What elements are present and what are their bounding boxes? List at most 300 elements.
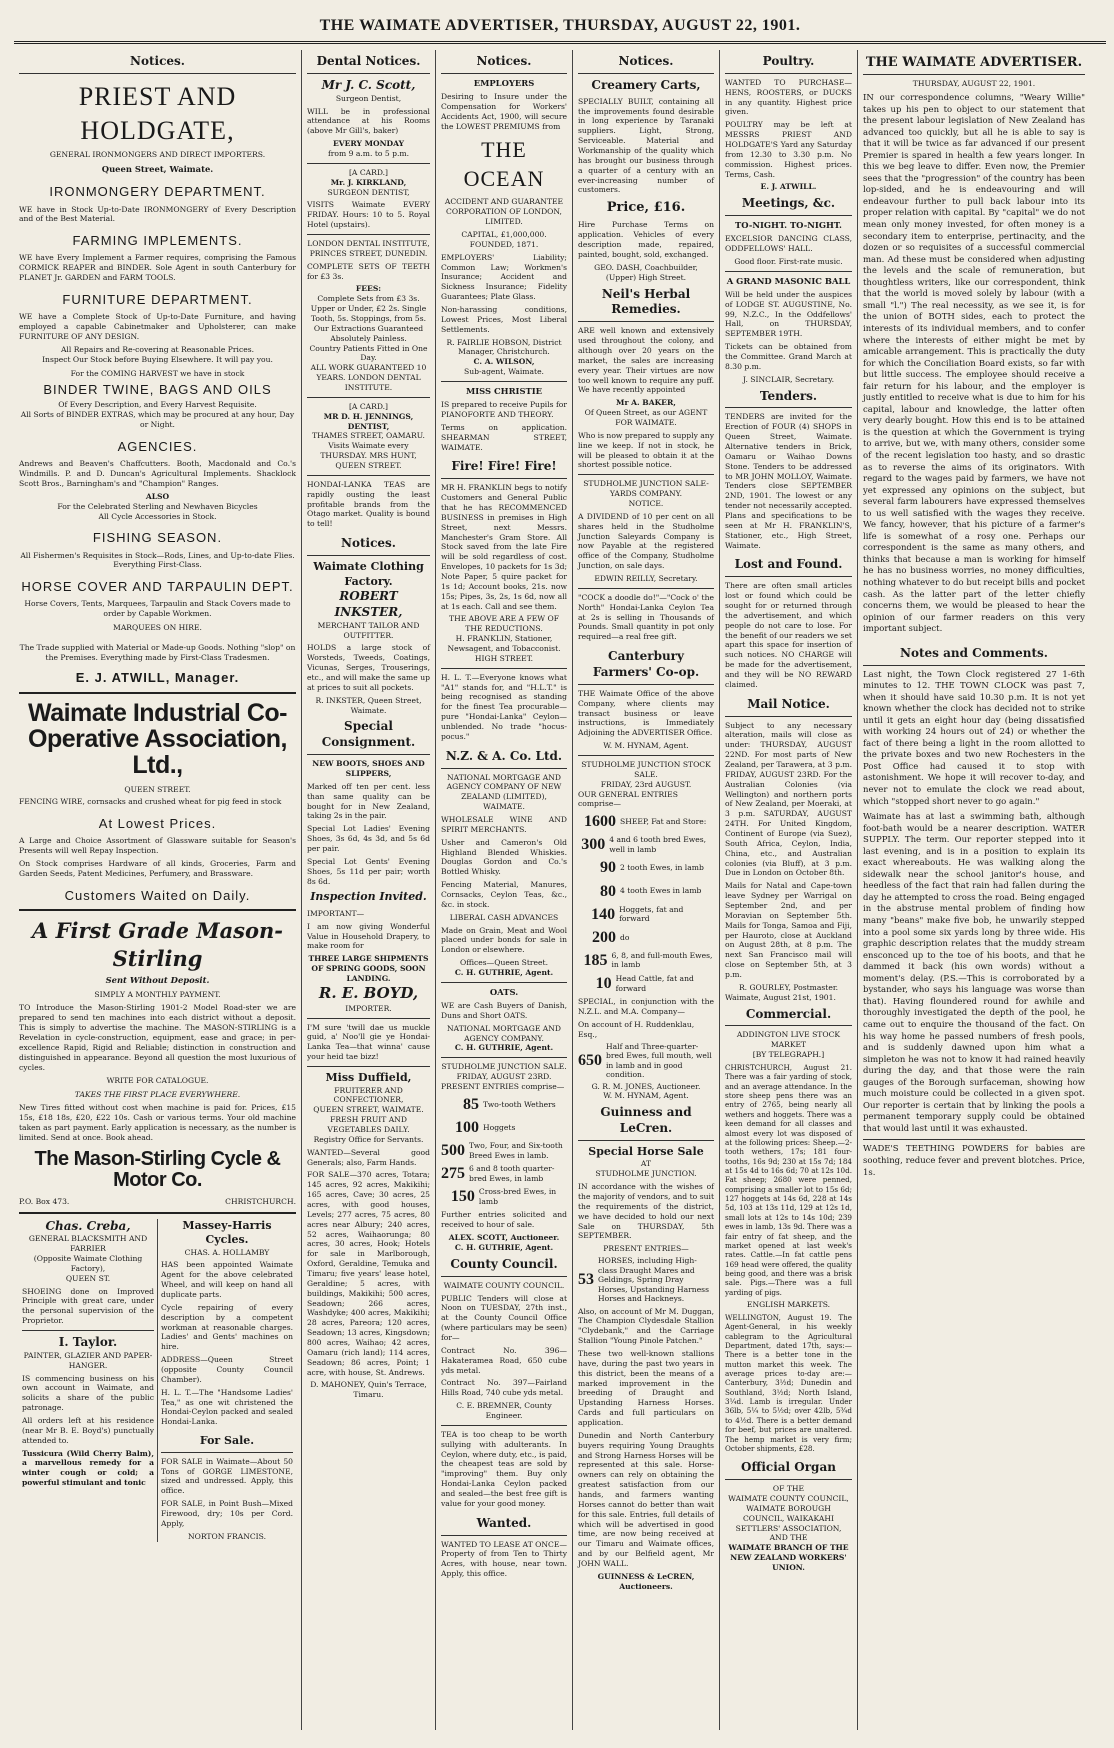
- our-entries: OUR GENERAL ENTRIES comprise—: [578, 789, 678, 809]
- county-heading: County Council.: [441, 1253, 567, 1277]
- importer-label: IMPORTER.: [345, 1003, 392, 1013]
- mail-date: Waimate, August 21st, 1901.: [725, 992, 836, 1002]
- neil-heading: Neil's Herbal Remedies.: [578, 283, 714, 323]
- teeth-text: COMPLETE SETS OF TEETH for £3 3s.: [307, 261, 430, 281]
- editorial-text: IN our correspondence columns, "Weary Willie" takes up his pen to object to our statement that the present labour legislation of New Zealand has advanced too quickly, but all he is able to say is that it will be twice as far advanced if our present Premier is spared in health a few years longer. In this we beg leave to differ. Even now, the Premier sees that the "progression" of the country has been lop-sided, and he is endeavouring and will endeavour further to pull back labour into its proper relation with capital. By "capital" we do not mean only money invested, for often money is a secondary item to enterprise, pertinacity, and the dozen or so requisites of a successful commercial man. Ad these must be considered when adjusting the levels and the scale of remuneration, but thoughtless writers, like our correspondent, think that the world is moved solely by labour (with a small "l.") The real necessity, as we see it, is for the union of BOTH sides, each to protect the interests of its individual members, and to confer where the interests of either might be met by amicable arrangement. This is practically the duty for which the Conciliation Board exists, so far with but little success. The employee should receive a fair return for his labour, and the employer is justly entitled to receive what is due to him for his capital, labour and knowledge, the latter often very dearly bought. How this end is to be attained is the question at which the Government is trying to arrive, but we, with many others, consider some of the recent legislation too hasty, and so drastic as to reverse the aims of its originators. With regard to the wages paid by farmers, we have not yet expressed any opinions on the subject, but several farm labourers have expressed themselves to us well satisfied with the wages they receive. We fancy, however, that his picture of a farmer's life is somewhat of a rosy one. Perhaps our correspondent is the same as many others, and thinks that because a man is working for himself he has no business worries, no money difficulties, nothing whatever to do but receipt bills and pocket cash. As the latter part of the letter chiefly concerns them, we would be pleased to hear the opinion of our farmer readers on this very important subject.: [863, 93, 1085, 635]
- kirkland-name: Mr. J. KIRKLAND,: [330, 177, 407, 187]
- nma-heading: N.Z. & A. Co. Ltd.: [441, 745, 567, 769]
- tickets-text: Tickets can be obtained from the Committee. Grand March at 8.30 p.m.: [725, 342, 852, 371]
- marquees-text: MARQUEES ON HIRE.: [113, 623, 202, 633]
- divider: [441, 982, 567, 983]
- tussicura-text: Tussicura (Wild Cherry Balm), a marvellous remedy for a winter cough or cold; a powerful stimulant and tonic: [22, 1448, 154, 1488]
- stock-text: On Stock comprises Hardware of all kinds, Groceries, Farm and Garden Seeds, Patent Medicines, Perfumery, and Brassware.: [19, 859, 296, 879]
- creba-trade: GENERAL BLACKSMITH AND FARRIER: [28, 1234, 148, 1254]
- contract-2: Contract No. 397—Fairland Hills Road, 740 cube yds metal.: [441, 1378, 567, 1398]
- also-label: ALSO: [145, 491, 170, 501]
- scott-title: Surgeon Dentist,: [335, 93, 402, 103]
- entry-row: [578, 927, 714, 948]
- jennings-name: MR D. H. JENNINGS, DENTIST,: [323, 411, 414, 431]
- country-text: Country Patients Fitted in One Day.: [309, 343, 428, 363]
- mail-text: Subject to any necessary alteration, mails will close as under: THURSDAY, AUGUST 22ND. For most parts of New Zealand, per Tarawera, at 3 p.m. FRIDAY, AUGUST 23RD. For the Australian Colonies (via Wellington) and northern ports of New Zealand, per Moeraki, at 3 p.m. SATURDAY, AUGUST 24TH. For United Kingdom, Continent of Europe (via Suez), South Africa, Ceylon, India, China, etc., and Australian colonies (via Bluff), at 3 p.m. Due in London on October 8th.: [725, 720, 852, 878]
- entry-desc: do: [620, 932, 630, 942]
- and-the: AND THE: [769, 1533, 808, 1543]
- nonharass-text: Non-harassing conditions, Lowest Prices, Most Liberal Settlements.: [441, 305, 567, 334]
- important-label: IMPORTANT—: [307, 908, 365, 918]
- scott-sig: ALEX. SCOTT, Auctioneer.: [448, 1233, 560, 1243]
- cycle-acc-text: All Cycle Accessories in Stock.: [98, 511, 217, 521]
- duggan-text: Also, on account of Mr M. Duggan, The Champion Clydesdale Stallion "Clydebank," and the Carriage Stallion "Young Pinole Patchen.": [578, 1306, 714, 1346]
- entry-desc: Two-tooth Wethers: [483, 1099, 556, 1109]
- binder-sub: Of Every Description, and Every Harvest Requisite.: [58, 400, 257, 410]
- notice-label: NOTICE.: [628, 498, 664, 508]
- special-heading: Special Consignment.: [307, 715, 430, 755]
- ironmongery-text: WE have in Stock Up-to-Date IRONMONGERY of Every Description and of the Best Material.: [19, 204, 296, 224]
- horse-cover-text: Horse Covers, Tents, Marquees, Tarpaulin and Stack Covers made to order by Capable Workmen.: [24, 599, 291, 619]
- mason-sub: Sent Without Deposit.: [105, 974, 210, 985]
- column-5: [720, 50, 858, 1730]
- franklin-text: MR H. FRANKLIN begs to notify Customers and General Public that he has RECOMMENCED BUSINESS in premises in High Street, next Messrs. Manchester's Gram Store. All Stock saved from the late Fire will be sold regardless of cost. Envelopes, 10 packets for 1s 3d; Note Paper, 5 quire packet for 1s 1d; Account books, 21s. now 15s; Pipes, 3s, 2s, 1s 6d, now all at 1s each. Call and see them.: [441, 483, 567, 611]
- liberal-text: Made on Grain, Meat and Wool placed under bonds for sale in London or elsewhere.: [441, 925, 567, 955]
- agencies-text: Andrews and Beaven's Chaffcutters. Booth, Macdonald and Co.'s Windmills. P. and D. Duncan's Agricultural Implements. Shacklock Scott Bros., Barningham's and "Champion" Ranges.: [19, 459, 296, 488]
- present-entries: PRESENT ENTRIES comprise—: [441, 1082, 565, 1091]
- for-sale-heading: For Sale.: [161, 1430, 293, 1453]
- entry-desc: Head Cattle, fat and forward: [615, 974, 694, 993]
- hondai-text: HONDAI-LANKA TEAS are rapidly ousting the least profitable brands from the Otago market. Quality is bound to tell!: [307, 479, 430, 529]
- market-text: CHRISTCHURCH, August 21. There was a fair yarding of stock, and an average attendance. In the store sheep pens there was an entry of 2765, being nearly all wethers and hoggets. There was a keen demand for all classes and almost every lot was disposed of at the following prices: Sheep.—2-tooth wethers, 17s; 181 four-tooths, 16s 9d; 230 at 15s 7d; 184 at 15s 4d to 16s 6d; 70 at 12s 10d. Fat sheep; 2680 were penned, comprising a smaller lot to 15s 6d; 127 hoggets at 14s 6d, 228 at 14s 5d, 103 at 13s 11d, 129 at 12s 1d, small lots at 12s to 14s 10d; 239 ewes in lamb, 13s 9d. There was a fair entry of fat sheep, and the market opened at last week's rates. Cattle.—In fat cattle pens 169 head were offered, the quality being good, and there was a brisk sale. Pigs.—There was a full yarding of pigs.: [725, 1063, 852, 1297]
- divider: [307, 234, 430, 235]
- divider: [863, 1139, 1085, 1140]
- further-text: Further entries solicited and received to hour of sale.: [441, 1210, 567, 1230]
- wilson-name: C. A. WILSON,: [473, 357, 535, 367]
- farmers-heading: Canterbury Farmers' Co-op.: [578, 645, 714, 685]
- wanted-generals: WANTED—Several good Generals; also, Farm Hands.: [307, 1147, 430, 1167]
- masthead-title: THE WAIMATE ADVERTISER, THURSDAY, AUGUST 22, 1901.: [319, 16, 801, 34]
- hollamby-name: CHAS. A. HOLLAMBY: [184, 1247, 270, 1257]
- manures-text: Fencing Material, Manures, Cornsacks, Ceylon Teas, &c., &c. in stock.: [441, 880, 567, 909]
- ocean-title: THE OCEAN: [463, 137, 545, 192]
- tenders5-text: TENDERS are invited for the Erection of FOUR (4) SHOPS in Queen Street, Waimate. Alternative tenders in Brick, Oamaru or Waihao Downs Stone. Tenders to be addressed to MR JOHN MOLLOY, Waimate. Tenders close SEPTEMBER 2ND, 1901. The lowest or any tender not necessarily accepted. Plans and specifications to be seen at Mr H. FRANKLIN'S, Stationer, etc., High Street, Waimate.: [725, 412, 852, 550]
- ocean-sub: ACCIDENT AND GUARANTEE CORPORATION OF LONDON, LIMITED.: [444, 197, 564, 227]
- notices3-heading: Notices.: [441, 50, 567, 74]
- boots-heading: NEW BOOTS, SHOES AND SLIPPERS,: [312, 759, 425, 778]
- contract-1: Contract No. 396—Hakateramea Road, 650 cube yds metal.: [441, 1345, 567, 1375]
- commercial-heading: Commercial.: [725, 1003, 852, 1027]
- sinclair-sig: J. SINCLAIR, Secretary.: [743, 374, 834, 384]
- editorial-masthead: THE WAIMATE ADVERTISER.: [863, 50, 1085, 75]
- entry-count: 10: [595, 975, 612, 993]
- entry-row: [441, 1186, 567, 1207]
- stock-entries: [578, 811, 714, 994]
- notices4-heading: Notices.: [578, 50, 714, 74]
- nma2-text: NATIONAL MORTGAGE AND AGENCY COMPANY.: [446, 1023, 562, 1043]
- scott-hours: from 9 a.m. to 5 p.m.: [327, 148, 409, 158]
- guarantee-text: ALL WORK GUARANTEED 10 YEARS. LONDON DENTAL INSTITUTE.: [310, 363, 427, 392]
- studholme-sale: STUDHOLME JUNCTION SALE.: [441, 1062, 567, 1072]
- gents-shoes: Special Lot Gents' Evening Shoes, 5s 11d per pair; worth 8s 6d.: [307, 856, 430, 886]
- entry-count: 90: [600, 859, 616, 877]
- divider: [578, 474, 714, 475]
- oats-text: WE are Cash Buyers of Danish, Duns and Short OATS.: [441, 1000, 567, 1020]
- entry-row: [441, 1117, 567, 1138]
- special-text: SPECIAL, in conjunction with the N.Z.L. and M.A. Company—: [578, 997, 714, 1016]
- mason-address: [19, 1197, 296, 1207]
- liability-text: EMPLOYERS' Liability; Common Law; Workmen's Insurance; Accident and Sickness Insurance; Fidelity Guarantees; Plate Glass.: [441, 252, 567, 302]
- repairs-text: All Repairs and Re-covering at Reasonable Prices.: [60, 344, 255, 354]
- entry-desc: Cross-bred Ewes, in lamb: [478, 1187, 557, 1206]
- monthly-text: SIMPLY A MONTHLY PAYMENT.: [94, 989, 221, 999]
- horse-more: These two well-known stallions have, during the past two years in this district, been the means of a marked improvement in the breeding of Draught and Upstanding Harness Horses. Cards and full particulars on application.: [578, 1348, 714, 1427]
- cock-text: "COCK a doodle do!"—"Cock o' the North" Hondai-Lanka Ceylon Tea at 2s is selling in Thousands of Pounds. Small quantity in pot only required—a real free gift.: [578, 592, 714, 642]
- creba-text: SHOEING done on Improved Principle with great care, under the personal supervision of the Proprietor.: [22, 1286, 154, 1326]
- london-dental: LONDON DENTAL INSTITUTE,: [307, 238, 430, 248]
- poultry-text: WANTED TO PURCHASE—HENS, ROOSTERS, or DUCKS in any quantity. Highest price given.: [725, 77, 852, 117]
- entry-count: 100: [455, 1118, 479, 1136]
- creba-street: QUEEN ST.: [65, 1273, 111, 1283]
- mason-heading: A First Grade Mason-Stirling: [31, 918, 283, 971]
- horse-more2: Dunedin and North Canterbury buyers requiring Young Draughts and Strong Harness Horses will be represented at this sale. Horse-owners can rely on obtaining the greatest satisfaction from our hands, and farmers wanting Horses cannot do better than wait for this sale. Entries, full details of which will be advertised in good time, are now being received at our Timaru and Waimate offices, and by our Belfield agent, Mr JOHN WALL.: [578, 1430, 714, 1569]
- scott-name: Mr J. C. Scott,: [321, 77, 416, 92]
- entry-count: 150: [450, 1188, 475, 1206]
- capital-text: CAPITAL, £1,000,000. FOUNDED, 1871.: [461, 230, 547, 249]
- coop-street: QUEEN STREET.: [124, 784, 191, 794]
- above-text: THE ABOVE ARE A FEW OF THE REDUCTIONS.: [449, 614, 559, 634]
- entry-desc: 6, 8, and full-mouth Ewes, in lamb: [611, 950, 713, 970]
- mason-text: TO Introduce the Mason-Stirling 1901-2 Model Road-ster we are prepared to send ten machines into each district without a deposit. This is simply to advertise the machine. The MASON-STIRLING is a Revelation in cycle-construction, equipment, ease and grace; in per-excellence Rapid, Rigid and Reliable; distinction in construction and distinguished in appearance. Beyond all question the most luxurious of cycles.: [19, 1003, 296, 1072]
- kirkland-title: SURGEON DENTIST,: [327, 187, 410, 197]
- card-label: [A CARD.]: [348, 167, 389, 177]
- horse-text: IN accordance with the wishes of the majority of vendors, and to suit the requirements of the district, we have decided to hold our next Sale on THURSDAY, 5th SEPTEMBER.: [578, 1182, 714, 1241]
- bicycles-text: For the Celebrated Sterling and Newhaven Bicycles: [57, 501, 258, 511]
- entry-count: 85: [463, 1095, 479, 1113]
- inspect-text: Inspect Our Stock before Buying Elsewhere. It will pay you.: [42, 354, 273, 364]
- duffield-title: FRUITERER AND CONFECTIONER,: [333, 1085, 404, 1105]
- firm-subtitle: GENERAL IRONMONGERS AND DIRECT IMPORTERS.: [49, 150, 266, 160]
- kirkland-text: VISITS Waimate EVERY FRIDAY. Hours: 10 to 5. Royal Hotel (upstairs).: [307, 200, 430, 230]
- sale-limestone: FOR SALE in Waimate—About 50 Tons of GORGE LIMESTONE, sized and undressed. Apply, this office.: [161, 1456, 293, 1496]
- guthrie2-sig: C. H. GUTHRIE, Agent.: [454, 1043, 554, 1053]
- land-sale-text: FOR SALE—370 acres, Totara; 145 acres, 92 acres, Makikihi; 165 acres, Cave; 30 acres, 25 acres, with good houses, Levels; 277 acres, 75 acres, 80 acres near Albury; 240 acres, 52 acres, Waihaorunga; 80 acres, 30 acres, Hook; Hotels for sale in Marlborough, Oxford, Geraldine, Temuka and Timaru; five years' lease hotel, Geraldine; 5 acres, with buildings, Makikihi; 500 acres, Seadown; 266 acres, Washdyke; 400 acres, Makikihi; 28 acres, Pareora; 120 acres, Seadown; 13 acres, Kingsdown; 800 acres, Waihao; 42 acres, Oamaru (rich land); 114 acres, Seadown; 86 acres, Point; 1 acre, with house, St. Andrews.: [307, 1170, 430, 1377]
- ironmongery-heading: IRONMONGERY DEPARTMENT.: [49, 184, 266, 200]
- furniture-text: WE have a Complete Stock of Up-to-Date Furniture, and having employed a capable Cabinetmaker and Upholsterer, can make FURNITURE OF ANY DESIGN.: [19, 312, 296, 341]
- entry-desc: Two, Four, and Six-tooth Breed Ewes in lamb.: [469, 1141, 563, 1160]
- hollamby-text: HAS been appointed Waimate Agent for the above celebrated Wheel, and will keep on hand all duplicate parts.: [161, 1260, 293, 1299]
- at-label: AT: [640, 1159, 652, 1169]
- inkster-text: HOLDS a large stock of Worsteds, Tweeds, Coatings, Vicunas, Serges, Trouserings, etc., and will make the same up at prices to suit all pockets.: [307, 643, 430, 692]
- taylor-name: I. Taylor.: [58, 1335, 118, 1350]
- gourley-sig: R. GOURLEY, Postmaster.: [738, 982, 839, 992]
- creba-ad: [19, 1219, 158, 1542]
- wade-text: WADE'S TEETHING POWDERS for babies are soothing, reduce fever and prevent blotches. Price, 1s.: [863, 1144, 1085, 1178]
- newspaper-page: [14, 10, 1106, 1740]
- christie-terms: Terms on application. SHEARMAN STREET, WAIMATE.: [441, 422, 567, 452]
- workers-union: WAIMATE BRANCH OF THE NEW ZEALAND WORKERS' UNION.: [728, 1543, 849, 1572]
- tonight-text: TO-NIGHT. TO-NIGHT.: [735, 220, 842, 231]
- fees-label: FEES:: [355, 284, 382, 294]
- fire-heading: Fire! Fire! Fire!: [441, 455, 567, 479]
- entry-desc: SHEEP, Fat and Store:: [620, 817, 707, 827]
- fishing-heading: FISHING SEASON.: [92, 530, 223, 546]
- bremner-sig: C. E. BREMNER, County Engineer.: [456, 1401, 552, 1420]
- column-1: [14, 50, 302, 1730]
- entry-count: 140: [591, 905, 616, 923]
- scott-days: EVERY MONDAY: [332, 139, 405, 149]
- hynam-sig: W. M. HYNAM, Agent.: [603, 741, 689, 751]
- telegraph-label: [BY TELEGRAPH.]: [752, 1050, 825, 1060]
- excelsior-text: EXCELSIOR DANCING CLASS, ODDFELLOWS' HALL.: [725, 234, 852, 254]
- binder-extras: All Sorts of BINDER EXTRAS, which may be procured at any hour, Day or Night.: [20, 410, 295, 430]
- divider: [578, 755, 714, 756]
- hynam2-sig: W. M. HYNAM, Agent.: [603, 1091, 689, 1101]
- poultry-more: POULTRY may be left at MESSRS PRIEST AND HOLDGATE'S Yard any Saturday from 12.30 to 3.30 p.m. No commission. Highest prices. Terms, Cash.: [725, 120, 852, 179]
- addington-heading: ADDINGTON LIVE STOCK MARKET: [736, 1030, 841, 1050]
- entry-count: 300: [581, 836, 606, 854]
- organs-list: WAIMATE COUNTY COUNCIL, WAIMATE BOROUGH COUNCIL, WAIKAKAHI SETTLERS' ASSOCIATION,: [728, 1493, 849, 1533]
- entry-desc: Hoggets: [483, 1122, 516, 1132]
- waimate-bath-text: Waimate has at last a swimming bath, although foot-bath would be a nearer description. WATER SUPPLY. The term. Our reporter stepped into it last evening, and is in a position to explain its exact whereabouts. He was walking along the sidewalk near the school janitor's house, and heedless of the fact that rain had fallen during the day he attempted to cross the road. Being engaged in the abstruse mental problem of finding how many "beans" make five bob, he unwarily stepped into a pool some six yards long by three wide. His graphic description relates that the muddy stream ensconced up to the toe of his boots, and that he dammed it back (his own words) without a moment's delay. (P.S.—This is corroborated by a bystander, who says his language was worse than that). Having floundered round for awhile and thoroughly investigated the depth of the pool, he came out to enquire the thousand of the fact. On his way home he passed numbers of fresh pools, and is suddenly dawned upon him what a simpleton he was not to know it had rained heavily during the day, and that those were the rain gauges of the Borough surfaceman, showing how much moisture could be collected in a given spot. Our reporter is certain that by linking the pools a permanent temporary supply could be obtained that would last until it was exhausted.: [863, 812, 1085, 1134]
- columns: [14, 50, 1106, 1730]
- divider: [307, 475, 430, 476]
- column-3: [436, 50, 573, 1730]
- neil-text: ARE well known and extensively used throughout the colony, and although over 20 years on the market, the sales are increasing every year. Their virtues are now too well known to require any puff. We have recently appointed: [578, 326, 714, 395]
- reilly-sig: EDWIN REILLY, Secretary.: [594, 573, 698, 583]
- creba-opp: (Opposite Waimate Clothing Factory),: [33, 1254, 143, 1273]
- divider: [19, 692, 296, 694]
- wilson-sub: Sub-agent, Waimate.: [464, 367, 544, 377]
- divider: [441, 1057, 567, 1058]
- column-4: [573, 50, 720, 1730]
- farming-text: WE have Every Implement a Farmer requires, comprising the Famous CORMICK REAPER and BINDER. Sole Agent in south Canterbury for PLANET Jr. GARDEN and FARM TOOLS.: [19, 253, 296, 283]
- tires-text: New Tires fitted without cost when machine is paid for. Prices, £15 15s, £18 18s, £20, £22 10s. Cash or various terms. Your old machine taken as part payment. Early application is necessary, as the number is limited. Send at once. Book ahead.: [19, 1103, 296, 1142]
- editorial-date: THURSDAY, AUGUST 22, 1901.: [912, 79, 1036, 89]
- entry-desc: Half and Three-quarter-bred Ewes, full mouth, well in lamb and in good condition.: [606, 1041, 712, 1080]
- trade-text: The Trade supplied with Material or Made-up Goods. Nothing "slop" on the Premises. Everything made by First-Class Tradesmen.: [19, 642, 296, 662]
- entry-count: 185: [583, 951, 608, 969]
- boyd-name: R. E. BOYD,: [318, 983, 419, 1002]
- manager-name: E. J. ATWILL, Manager.: [75, 669, 240, 685]
- divider: [441, 668, 567, 669]
- lt2-text: H. L. T.—Everyone knows what "A1" stands for, and "H.L.T." is being recognised as standing for the finest Tea procurable—pure "Hondai-Lanka" Ceylon—unblended. No trade "hocus-pocus.": [441, 672, 567, 741]
- coop-title: Waimate Industrial Co-Operative Association, Ltd.,: [28, 698, 287, 780]
- entry-row: [441, 1094, 567, 1115]
- friday-date: FRIDAY, AUGUST 23RD.: [456, 1072, 552, 1082]
- wanted-lease: WANTED TO LEASE AT ONCE—Property of from Ten to Thirty Acres, with house, near town. Apply, this office.: [441, 1539, 567, 1579]
- entry-desc: 4 tooth Ewes in lamb: [620, 886, 702, 896]
- present-entries-4: PRESENT ENTRIES—: [603, 1244, 689, 1254]
- employers-heading: EMPLOYERS: [473, 77, 535, 88]
- entry-row: [578, 904, 714, 925]
- entry-count: 650: [578, 1051, 602, 1069]
- entry-650: [578, 1042, 714, 1080]
- tenders-text: PUBLIC Tenders will close at Noon on TUESDAY, 27th inst., at the County Council Office (where particulars may be seen) for—: [441, 1293, 567, 1342]
- divider: [19, 1212, 296, 1214]
- po-box: P.O. Box 473.: [19, 1196, 70, 1206]
- lost-heading: Lost and Found.: [725, 553, 852, 577]
- baker-sub: Of Queen Street, as our AGENT FOR WAIMATE.: [584, 408, 708, 427]
- notices-heading: Notices.: [19, 50, 296, 74]
- hobson-sig: R. FAIRLIE HOBSON, District Manager, Christchurch.: [446, 337, 562, 357]
- inspection-text: Inspection Invited.: [310, 890, 427, 904]
- entry-53: [578, 1256, 714, 1303]
- fencing-text: FENCING WIRE, cornsacks and crushed wheat for pig feed in stock: [19, 797, 282, 807]
- entry-count: 200: [592, 928, 616, 946]
- baker-text: Who is now prepared to supply any line we keep. If not in stock, he will be pleased to obtain it at the shortest possible notice.: [578, 430, 714, 470]
- divider: [22, 1330, 154, 1331]
- mahoney-sig: D. MAHONEY, Quin's Terrace, Timaru.: [310, 1380, 427, 1400]
- dental-heading: Dental Notices.: [307, 50, 430, 74]
- christie-text: IS prepared to receive Pupils for PIANOFORTE AND THEORY.: [441, 400, 567, 419]
- divider: [441, 1425, 567, 1426]
- studholme-entries: [441, 1094, 567, 1208]
- important-text: I am now giving Wonderful Value in Household Drapery, to make room for: [307, 921, 430, 951]
- entry-row: [441, 1140, 567, 1161]
- fruit-text: FRESH FRUIT AND VEGETABLES DAILY.: [327, 1115, 410, 1134]
- shipments-text: THREE LARGE SHIPMENTS OF SPRING GOODS, SOON LANDING.: [308, 954, 429, 984]
- column-2: [302, 50, 436, 1730]
- farming-heading: FARMING IMPLEMENTS.: [72, 233, 243, 249]
- entry-row: [441, 1163, 567, 1184]
- entry-desc: 6 and 8 tooth quarter-bred Ewes, in lamb: [469, 1164, 555, 1183]
- account-text: On account of H. Ruddenklau, Esq.,: [578, 1019, 695, 1039]
- divider: [725, 271, 852, 272]
- lt-text: H. L. T.—The "Handsome Ladies' Tea," as one wit christened the Hondai-Ceylon packed and sealed Hondai-Lanka.: [161, 1387, 293, 1427]
- lowest-prices: At Lowest Prices.: [98, 816, 217, 832]
- massey-ad: [158, 1219, 296, 1542]
- divider: [307, 397, 430, 398]
- nma-sub: NATIONAL MORTGAGE AND AGENCY COMPANY OF NEW ZEALAND (LIMITED), WAIMATE.: [446, 772, 562, 812]
- glassware-text: A Large and Choice Assortment of Glassware suitable for Season's Presents will well Repay Inspection.: [19, 836, 296, 856]
- meetings-heading: Meetings, &c.: [725, 192, 852, 216]
- fishing-text: All Fishermen's Requisites in Stock—Rods, Lines, and Up-to-date Flies. Everything First-Class.: [20, 550, 295, 570]
- friday-date-4: FRIDAY, 23rd AUGUST.: [600, 779, 692, 789]
- fees-text: Complete Sets from £3 3s. Upper or Under, £2 2s. Single Tooth, 5s. Stoppings, from 5s.: [310, 294, 427, 323]
- dash-sig: GEO. DASH, Coachbuilder, (Upper) High Street.: [594, 262, 698, 282]
- duffield-street: QUEEN STREET, WAIMATE.: [313, 1105, 424, 1115]
- gl-sig: GUINNESS & LeCREN, Auctioneers.: [597, 1571, 695, 1591]
- taylor-orders: All orders left at his residence (near Mr B. E. Boyd's) punctually attended to.: [22, 1416, 154, 1445]
- massey-title: Massey-Harris Cycles.: [182, 1218, 272, 1247]
- priest-holdgate-title: PRIEST AND HOLDGATE,: [78, 81, 237, 146]
- carts-text: SPECIALLY BUILT, containing all the improvements found desirable in long experience by Taranaki suppliers. Light, Strong, Serviceable. Material and Workmanship of the quality which has brought our business through a quarter of a century with an ever-increasing number of customers.: [578, 96, 714, 195]
- entry-count: 275: [441, 1165, 465, 1183]
- duffield-name: Miss Duffield,: [325, 1071, 412, 1085]
- taylor-trade: PAINTER, GLAZIER AND PAPER-HANGER.: [23, 1350, 153, 1370]
- yards-heading: STUDHOLME JUNCTION SALE-YARDS COMPANY.: [583, 479, 709, 499]
- mason-co-title: The Mason-Stirling Cycle & Motor Co.: [34, 1147, 281, 1191]
- entry-desc: HORSES, including High-class Draught Mares and Geldings, Spring Dray Horses, Upstanding Harness Horses and Hackneys.: [598, 1256, 709, 1304]
- mail-heading: Mail Notice.: [725, 693, 852, 717]
- notes-heading: Notes and Comments.: [863, 642, 1085, 666]
- boots-text: Marked off ten per cent. less than same quality can be bought for in New Zealand, taking 2s in the pair.: [307, 781, 430, 821]
- horse-cover-heading: HORSE COVER AND TARPAULIN DEPT.: [21, 579, 294, 595]
- binder-heading: BINDER TWINE, BAGS AND OILS: [43, 382, 272, 398]
- entry-count: 80: [600, 882, 616, 900]
- good-floor: Good floor. First-rate music.: [734, 256, 843, 266]
- princes-street: PRINCES STREET, DUNEDIN.: [309, 248, 428, 258]
- poultry-heading: Poultry.: [725, 50, 852, 74]
- divider: [19, 909, 296, 911]
- english-text: WELLINGTON, August 19. The Agent-General, in his weekly cablegram to the Agricultural Department, dated 17th, says:—There is a better tone in the mutton market this week. The average prices to-day are:—Canterbury, 3½d; Dunedin and Southland, 3½d; North Island, 3¼d. Lamb is irregular. Under 36lb, 5¼ to 5½d; over 42lb, 5¾d to 4½d. There is a better demand for beef, but prices are unaltered. The hemp market is very firm; October shipments, £28.: [725, 1312, 852, 1453]
- price-text: Hire Purchase Terms on application. Vehicles of every description made, repaired, painted, bought, sold, exchanged.: [578, 220, 714, 259]
- entry-count: 1600: [584, 813, 616, 831]
- guthrie-sig: C. H. GUTHRIE, Agent.: [454, 968, 554, 978]
- waimate-cc: WAIMATE COUNTY COUNCIL.: [443, 1280, 565, 1290]
- entry-row: [578, 834, 714, 855]
- entry-row: [578, 881, 714, 902]
- baker-name: Mr A. BAKER,: [616, 398, 676, 408]
- hollamby-address: ADDRESS—Queen Street (opposite County Council Chamber).: [161, 1355, 293, 1384]
- dividend-text: A DIVIDEND of 10 per cent on all shares held in the Studholme Junction Saleyards Company is now Payable at the registered office of the Company, Studholme Junction, on sale days.: [578, 511, 714, 571]
- christie-name: MISS CHRISTIE: [465, 386, 543, 397]
- inkster-title: MERCHANT TAILOR AND OUTFITTER.: [317, 620, 420, 640]
- farmers-text: THE Waimate Office of the above Company, where clients may transact business or leave instructions, is Immediately Adjoining the ADVERTISER Office.: [578, 688, 714, 738]
- extractions-text: Our Extractions Guaranteed Absolutely Painless.: [313, 323, 424, 343]
- entry-count: 500: [441, 1142, 465, 1160]
- taylor-text: IS commencing business on his own account in Waimate, and solicits a share of the public patronage.: [22, 1373, 154, 1413]
- liberal-heading: LIBERAL CASH ADVANCES: [449, 912, 559, 922]
- inkster-name: ROBERT INKSTER,: [334, 589, 403, 619]
- wanted-heading: Wanted.: [441, 1512, 567, 1536]
- masthead: [14, 10, 1106, 44]
- divider: [307, 1066, 430, 1067]
- catalogue-text: WRITE FOR CATALOGUE.: [106, 1076, 209, 1086]
- scott-text: WILL be in professional attendance at his Rooms (above Mr Gill's, baker): [307, 106, 430, 136]
- bottom-ads: [19, 1219, 296, 1542]
- jones-sig: G. R. M. JONES, Auctioneer.: [591, 1081, 701, 1091]
- creba-name: Chas. Creba,: [45, 1218, 131, 1233]
- divider: [307, 1018, 430, 1019]
- stock-sale-heading: STUDHOLME JUNCTION STOCK SALE.: [581, 759, 711, 779]
- whisky-text: Usher and Cameron's Old Highland Blended Whiskies. Douglas Gordon and Co.'s Bottled Whisky.: [441, 837, 567, 877]
- entry-row: [578, 811, 714, 832]
- column-6: [858, 50, 1090, 1730]
- norton-name: NORTON FRANCIS.: [187, 1531, 267, 1541]
- guinness-heading: Guinness and LeCren.: [578, 1101, 714, 1141]
- divider: [578, 588, 714, 589]
- english-heading: ENGLISH MARKETS.: [746, 1300, 831, 1310]
- notices2-heading: Notices.: [307, 532, 430, 556]
- sale-firewood: FOR SALE, in Point Bush—Mixed Firewood, dry; 10s per Cord. Apply,: [161, 1499, 293, 1528]
- carts-heading: Creamery Carts,: [591, 77, 701, 92]
- entry-desc: 2 tooth Ewes, in lamb: [620, 863, 704, 873]
- tea3-text: TEA is too cheap to be worth sullying with adulterants. In Ceylon, where duty, etc., is paid, the cheapest teas are sold by "improving" them. Buy only Hondai-Lanka Ceylon packed and sealed—the best free gift is value for your good money.: [441, 1429, 567, 1508]
- ladies-shoes: Special Lot Ladies' Evening Shoes, 3s 6d, 4s 3d, and 5s 6d per pair.: [307, 824, 430, 853]
- furniture-heading: FURNITURE DEPARTMENT.: [62, 292, 253, 308]
- customers-text: Customers Waited on Daily.: [64, 887, 251, 903]
- mail-more: Mails for Natal and Cape-town leave Sydney per Warrigal on September 2nd, and per Moravian on September 5th. Mails for Tonga, Samoa and Fiji, per Hauroto, close at Auckland on August 28th, at 8 p.m. The next San Francisco mail will close on September 5th, at 3 p.m.: [725, 881, 852, 980]
- entry-desc: Hoggets, fat and forward: [619, 904, 684, 924]
- agencies-heading: AGENCIES.: [117, 439, 198, 455]
- guthrie3-sig: C. H. GUTHRIE, Agent.: [454, 1242, 554, 1252]
- firm-street: Queen Street, Waimate.: [101, 164, 214, 175]
- entry-desc: 4 and 6 tooth bred Ewes, well in lamb: [609, 835, 707, 854]
- atwill-sig: E. J. ATWILL.: [760, 182, 817, 192]
- registry-text: Registry Office for Servants.: [313, 1134, 424, 1144]
- entry-row: [578, 857, 714, 878]
- oats-heading: OATS.: [489, 986, 519, 997]
- tea-verse: I'M sure 'twill dae us muckle guid, a' Noo'll gie ye Hondai-Lanka Tea—that winna' cause your heid tae bizz!: [307, 1022, 430, 1062]
- entry-row: [578, 950, 714, 971]
- harvest-text: For the COMING HARVEST we have in stock: [70, 369, 245, 379]
- card2-label: [A CARD.]: [348, 401, 389, 411]
- wholesale-text: WHOLESALE WINE AND SPIRIT MERCHANTS.: [441, 815, 567, 834]
- franklin-sig: H. FRANKLIN, Stationer, Newsagent, and Tobacconist. HIGH STREET.: [447, 634, 561, 663]
- masonic-text: Will be held under the auspices of LODGE ST. AUGUSTINE, No. 99, N.Z.C., In the Oddfellows' Hall, on THURSDAY, SEPTEMBER 19TH.: [725, 289, 852, 339]
- entry-count: 53: [578, 1271, 594, 1289]
- notes-text: Last night, the Town Clock registered 27 1-6th minutes to 12. THE TOWN CLOCK was past 7, when it should have said 10.30 p.m. It is not yet known whether the clock has decided not to strike until it gets an eight hour day (being dissatisfied with working 24 hours out of 24) or whether the fact of there being a light in the room allotted to the private boxes and two new Rochesters in the Post Office had caused it to stop with astonishment. We hope it will recover to-day, and never not to emulate the clock we read about, which "stopped short never to go again.": [863, 669, 1085, 807]
- inkster-sig: R. INKSTER, Queen Street, Waimate.: [315, 695, 422, 715]
- mason-city: CHRISTCHURCH.: [225, 1196, 296, 1206]
- lost-text: There are often small articles lost or found which could be sought for or returned through the advertisement, and which people do not care to lose. For the benefit of our readers we set apart this space for insertion of such notices. NO CHARGE will be made for the advertisement, and they will be NO REWARD claimed.: [725, 581, 852, 689]
